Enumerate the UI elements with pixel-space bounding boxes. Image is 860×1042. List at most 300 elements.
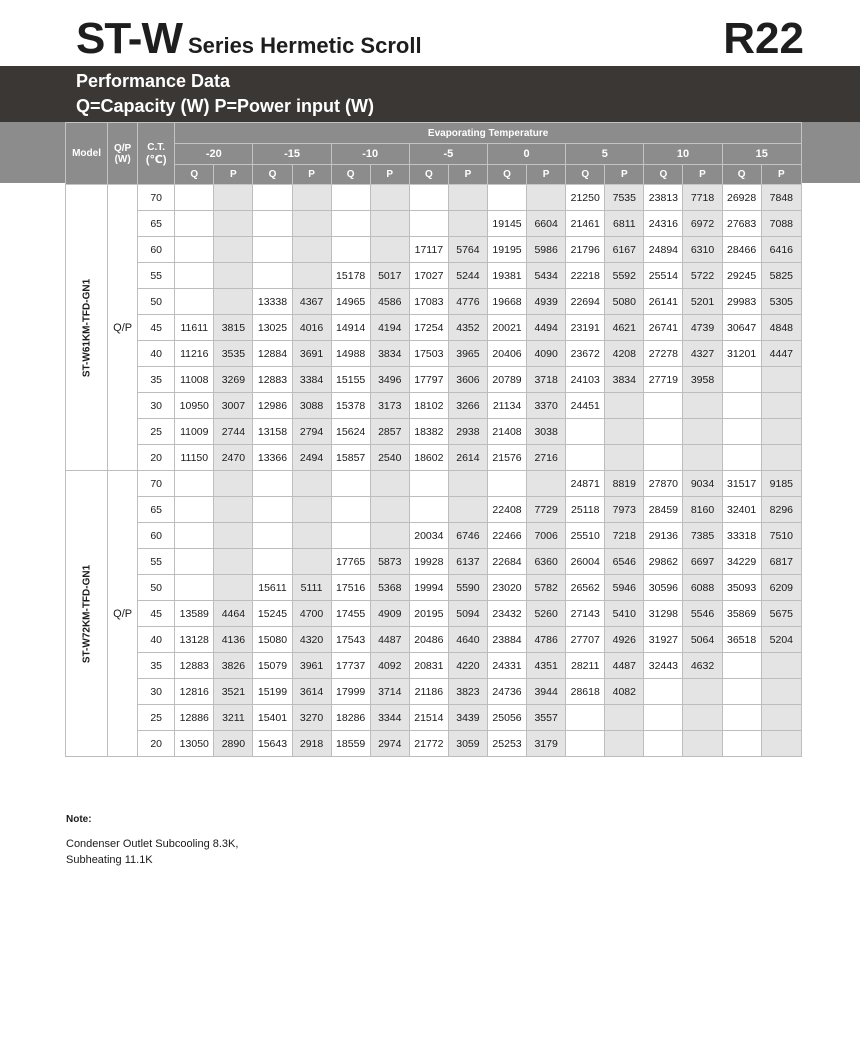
capacity-cell: 18559: [331, 731, 370, 757]
capacity-cell: 25118: [566, 497, 605, 523]
header-q: Q: [722, 165, 761, 185]
capacity-cell: 18602: [409, 445, 448, 471]
ct-cell: 40: [138, 341, 175, 367]
power-cell: [292, 497, 331, 523]
ct-cell: 40: [138, 627, 175, 653]
capacity-cell: 27707: [566, 627, 605, 653]
capacity-cell: 13338: [253, 289, 292, 315]
header-p: P: [683, 165, 722, 185]
power-cell: 3007: [214, 393, 253, 419]
power-cell: 5434: [527, 263, 566, 289]
power-cell: 3961: [292, 653, 331, 679]
table-row: [66, 367, 802, 393]
power-cell: 3266: [448, 393, 487, 419]
power-cell: 5873: [370, 549, 409, 575]
power-cell: [761, 393, 801, 419]
power-cell: 4586: [370, 289, 409, 315]
capacity-cell: 18286: [331, 705, 370, 731]
capacity-cell: [566, 731, 605, 757]
qp-cell: Q/P: [108, 471, 138, 757]
header-p: P: [527, 165, 566, 185]
power-cell: 5201: [683, 289, 722, 315]
model-name-cell: [66, 185, 108, 471]
header-p: P: [448, 165, 487, 185]
capacity-cell: [487, 471, 526, 497]
table-row: [66, 601, 802, 627]
header-ct-top: C.T.: [147, 141, 166, 153]
power-cell: 4447: [761, 341, 801, 367]
power-cell: [683, 705, 722, 731]
power-cell: [292, 523, 331, 549]
power-cell: 5592: [605, 263, 644, 289]
power-cell: 3958: [683, 367, 722, 393]
power-cell: [605, 393, 644, 419]
power-cell: 6604: [527, 211, 566, 237]
table-row: [66, 497, 802, 523]
power-cell: 5675: [761, 601, 801, 627]
capacity-cell: 12816: [175, 679, 214, 705]
capacity-cell: [253, 549, 292, 575]
table-row: [66, 315, 802, 341]
capacity-cell: 22694: [566, 289, 605, 315]
capacity-cell: 17503: [409, 341, 448, 367]
capacity-cell: 11008: [175, 367, 214, 393]
capacity-cell: 17455: [331, 601, 370, 627]
power-cell: 6546: [605, 549, 644, 575]
capacity-cell: 26141: [644, 289, 683, 315]
power-cell: 3384: [292, 367, 331, 393]
capacity-cell: 21514: [409, 705, 448, 731]
note-line-2: Subheating 11.1K: [66, 854, 153, 866]
capacity-cell: 17737: [331, 653, 370, 679]
power-cell: 7006: [527, 523, 566, 549]
power-cell: [292, 471, 331, 497]
capacity-cell: [253, 237, 292, 263]
capacity-cell: 23020: [487, 575, 526, 601]
capacity-cell: 15401: [253, 705, 292, 731]
power-cell: 2540: [370, 445, 409, 471]
power-cell: 3179: [527, 731, 566, 757]
power-cell: 9185: [761, 471, 801, 497]
capacity-cell: 28466: [722, 237, 761, 263]
capacity-cell: [253, 211, 292, 237]
capacity-cell: 24894: [644, 237, 683, 263]
ct-cell: 50: [138, 289, 175, 315]
ct-cell: 25: [138, 419, 175, 445]
capacity-cell: 12886: [175, 705, 214, 731]
capacity-cell: [175, 549, 214, 575]
capacity-cell: 11611: [175, 315, 214, 341]
capacity-cell: 17027: [409, 263, 448, 289]
capacity-cell: 34229: [722, 549, 761, 575]
power-cell: [761, 445, 801, 471]
power-cell: 9034: [683, 471, 722, 497]
capacity-cell: 15624: [331, 419, 370, 445]
capacity-cell: 22684: [487, 549, 526, 575]
ct-cell: 20: [138, 445, 175, 471]
capacity-cell: 24316: [644, 211, 683, 237]
power-cell: 4327: [683, 341, 722, 367]
capacity-cell: 11150: [175, 445, 214, 471]
power-cell: 4092: [370, 653, 409, 679]
power-cell: 4220: [448, 653, 487, 679]
power-cell: 4352: [448, 315, 487, 341]
power-cell: 3370: [527, 393, 566, 419]
capacity-cell: 15245: [253, 601, 292, 627]
table-row: [66, 211, 802, 237]
power-cell: [214, 185, 253, 211]
power-cell: 7848: [761, 185, 801, 211]
capacity-cell: 13128: [175, 627, 214, 653]
banner-title: Performance Data: [76, 71, 231, 91]
power-cell: 4621: [605, 315, 644, 341]
power-cell: [214, 549, 253, 575]
table-row: [66, 549, 802, 575]
power-cell: 2614: [448, 445, 487, 471]
power-cell: [761, 367, 801, 393]
capacity-cell: 21461: [566, 211, 605, 237]
capacity-cell: 27870: [644, 471, 683, 497]
ct-cell: 30: [138, 393, 175, 419]
capacity-cell: 13050: [175, 731, 214, 757]
power-cell: 7510: [761, 523, 801, 549]
model-name-cell: [66, 471, 108, 757]
power-cell: 4082: [605, 679, 644, 705]
capacity-cell: [253, 185, 292, 211]
capacity-cell: [644, 393, 683, 419]
power-cell: 2918: [292, 731, 331, 757]
model-name: ST-W61KM-TFD-GN1: [81, 278, 93, 377]
power-cell: 6416: [761, 237, 801, 263]
capacity-cell: [644, 445, 683, 471]
power-cell: 5764: [448, 237, 487, 263]
ct-cell: 45: [138, 315, 175, 341]
capacity-cell: 26741: [644, 315, 683, 341]
power-cell: 7385: [683, 523, 722, 549]
power-cell: 4786: [527, 627, 566, 653]
power-cell: 5111: [292, 575, 331, 601]
note-heading: Note:: [66, 814, 92, 825]
capacity-cell: 20195: [409, 601, 448, 627]
power-cell: 4632: [683, 653, 722, 679]
power-cell: 3944: [527, 679, 566, 705]
capacity-cell: [175, 575, 214, 601]
capacity-cell: 35093: [722, 575, 761, 601]
capacity-cell: 18382: [409, 419, 448, 445]
power-cell: [761, 419, 801, 445]
table-row: [66, 445, 802, 471]
power-cell: 4367: [292, 289, 331, 315]
power-cell: [605, 445, 644, 471]
header-evap-temp: 0: [487, 144, 565, 165]
capacity-cell: 21772: [409, 731, 448, 757]
table-row: [66, 471, 802, 497]
power-cell: 3535: [214, 341, 253, 367]
capacity-cell: [722, 679, 761, 705]
capacity-cell: 23432: [487, 601, 526, 627]
table-row: [66, 393, 802, 419]
power-cell: 3439: [448, 705, 487, 731]
power-cell: [683, 445, 722, 471]
power-cell: 4351: [527, 653, 566, 679]
capacity-cell: 27719: [644, 367, 683, 393]
header-ct-bottom: (℃): [145, 153, 167, 166]
power-cell: 3614: [292, 679, 331, 705]
capacity-cell: [566, 419, 605, 445]
capacity-cell: 32443: [644, 653, 683, 679]
power-cell: 5546: [683, 601, 722, 627]
series-subtitle: Series Hermetic Scroll: [187, 33, 422, 58]
header-p: P: [292, 165, 331, 185]
capacity-cell: [644, 679, 683, 705]
page-title: [76, 14, 422, 71]
header-evap-temp: 15: [722, 144, 801, 165]
power-cell: [683, 419, 722, 445]
power-cell: 4700: [292, 601, 331, 627]
power-cell: 5590: [448, 575, 487, 601]
capacity-cell: 17543: [331, 627, 370, 653]
capacity-cell: [175, 211, 214, 237]
capacity-cell: 18102: [409, 393, 448, 419]
capacity-cell: 17999: [331, 679, 370, 705]
capacity-cell: 25510: [566, 523, 605, 549]
ct-cell: 60: [138, 523, 175, 549]
capacity-cell: [722, 653, 761, 679]
power-cell: 4848: [761, 315, 801, 341]
capacity-cell: [722, 445, 761, 471]
power-cell: 3557: [527, 705, 566, 731]
power-cell: [214, 497, 253, 523]
header-q: Q: [487, 165, 526, 185]
capacity-cell: [722, 393, 761, 419]
capacity-cell: 28459: [644, 497, 683, 523]
ct-cell: 70: [138, 185, 175, 211]
power-cell: 7973: [605, 497, 644, 523]
capacity-cell: [409, 471, 448, 497]
capacity-cell: 11009: [175, 419, 214, 445]
power-cell: 5368: [370, 575, 409, 601]
power-cell: [448, 497, 487, 523]
power-cell: 4320: [292, 627, 331, 653]
power-cell: 3173: [370, 393, 409, 419]
ct-cell: 65: [138, 497, 175, 523]
power-cell: 4487: [370, 627, 409, 653]
power-cell: [370, 185, 409, 211]
capacity-cell: 11216: [175, 341, 214, 367]
power-cell: 3211: [214, 705, 253, 731]
capacity-cell: 24103: [566, 367, 605, 393]
ct-cell: 30: [138, 679, 175, 705]
capacity-cell: 19195: [487, 237, 526, 263]
header-evap-temp: -20: [175, 144, 253, 165]
capacity-cell: 15857: [331, 445, 370, 471]
capacity-cell: 31927: [644, 627, 683, 653]
capacity-cell: 20021: [487, 315, 526, 341]
power-cell: 5017: [370, 263, 409, 289]
power-cell: 4487: [605, 653, 644, 679]
table-row: [66, 185, 802, 211]
power-cell: 3606: [448, 367, 487, 393]
capacity-cell: 20831: [409, 653, 448, 679]
power-cell: [605, 419, 644, 445]
capacity-cell: [253, 263, 292, 289]
capacity-cell: [722, 367, 761, 393]
power-cell: [761, 653, 801, 679]
capacity-cell: [331, 237, 370, 263]
power-cell: 4494: [527, 315, 566, 341]
capacity-cell: 26928: [722, 185, 761, 211]
capacity-cell: 15643: [253, 731, 292, 757]
capacity-cell: 24331: [487, 653, 526, 679]
capacity-cell: [644, 705, 683, 731]
capacity-cell: 25514: [644, 263, 683, 289]
power-cell: 6746: [448, 523, 487, 549]
power-cell: [214, 523, 253, 549]
capacity-cell: 24451: [566, 393, 605, 419]
capacity-cell: [722, 419, 761, 445]
capacity-cell: [644, 419, 683, 445]
capacity-cell: [722, 705, 761, 731]
power-cell: 5782: [527, 575, 566, 601]
power-cell: 4776: [448, 289, 487, 315]
table-row: [66, 653, 802, 679]
power-cell: [292, 211, 331, 237]
capacity-cell: 21408: [487, 419, 526, 445]
capacity-cell: 19381: [487, 263, 526, 289]
capacity-cell: 13366: [253, 445, 292, 471]
table-row: [66, 341, 802, 367]
capacity-cell: [409, 497, 448, 523]
performance-table-body: [66, 185, 802, 757]
power-cell: [527, 185, 566, 211]
capacity-cell: 31517: [722, 471, 761, 497]
capacity-cell: [566, 705, 605, 731]
power-cell: 6811: [605, 211, 644, 237]
capacity-cell: [175, 185, 214, 211]
power-cell: 3344: [370, 705, 409, 731]
capacity-cell: [331, 497, 370, 523]
power-cell: [292, 237, 331, 263]
capacity-cell: 27278: [644, 341, 683, 367]
capacity-cell: 22408: [487, 497, 526, 523]
header-qp-top: Q/P: [114, 142, 132, 154]
ct-cell: 45: [138, 601, 175, 627]
power-cell: 6088: [683, 575, 722, 601]
capacity-cell: 31298: [644, 601, 683, 627]
table-row: [66, 237, 802, 263]
header-evap-temp: -15: [253, 144, 331, 165]
capacity-cell: 17083: [409, 289, 448, 315]
capacity-cell: 27683: [722, 211, 761, 237]
capacity-cell: [409, 185, 448, 211]
capacity-cell: [175, 471, 214, 497]
power-cell: [448, 471, 487, 497]
capacity-cell: [175, 263, 214, 289]
header-q: Q: [644, 165, 683, 185]
power-cell: 4640: [448, 627, 487, 653]
ct-cell: 50: [138, 575, 175, 601]
capacity-cell: [175, 523, 214, 549]
capacity-cell: 29245: [722, 263, 761, 289]
power-cell: 3834: [605, 367, 644, 393]
power-cell: 6167: [605, 237, 644, 263]
power-cell: 2794: [292, 419, 331, 445]
power-cell: 6137: [448, 549, 487, 575]
capacity-cell: 10950: [175, 393, 214, 419]
power-cell: 5080: [605, 289, 644, 315]
power-cell: [605, 731, 644, 757]
capacity-cell: 15079: [253, 653, 292, 679]
power-cell: 6360: [527, 549, 566, 575]
capacity-cell: 23672: [566, 341, 605, 367]
power-cell: [292, 185, 331, 211]
power-cell: [448, 211, 487, 237]
power-cell: 2857: [370, 419, 409, 445]
capacity-cell: 21134: [487, 393, 526, 419]
power-cell: 3826: [214, 653, 253, 679]
capacity-cell: 12883: [175, 653, 214, 679]
header-evap-temp: -10: [331, 144, 409, 165]
header-evap-temp: -5: [409, 144, 487, 165]
capacity-cell: [644, 731, 683, 757]
header-p: P: [605, 165, 644, 185]
capacity-cell: [175, 289, 214, 315]
capacity-cell: 36518: [722, 627, 761, 653]
ct-cell: 25: [138, 705, 175, 731]
power-cell: 3059: [448, 731, 487, 757]
model-name: ST-W72KM-TFD-GN1: [81, 564, 93, 663]
header-q: Q: [566, 165, 605, 185]
header-q: Q: [409, 165, 448, 185]
capacity-cell: 15199: [253, 679, 292, 705]
power-cell: 4208: [605, 341, 644, 367]
capacity-cell: [175, 237, 214, 263]
power-cell: 3965: [448, 341, 487, 367]
table-row: [66, 705, 802, 731]
header-q: Q: [253, 165, 292, 185]
capacity-cell: 21250: [566, 185, 605, 211]
power-cell: 8819: [605, 471, 644, 497]
power-cell: [761, 705, 801, 731]
capacity-cell: 15080: [253, 627, 292, 653]
capacity-cell: 17254: [409, 315, 448, 341]
ct-cell: 20: [138, 731, 175, 757]
power-cell: 2716: [527, 445, 566, 471]
capacity-cell: 15378: [331, 393, 370, 419]
capacity-cell: 14965: [331, 289, 370, 315]
capacity-cell: 31201: [722, 341, 761, 367]
power-cell: 3269: [214, 367, 253, 393]
capacity-cell: [253, 497, 292, 523]
power-cell: 5064: [683, 627, 722, 653]
capacity-cell: [253, 471, 292, 497]
capacity-cell: 24736: [487, 679, 526, 705]
power-cell: 5825: [761, 263, 801, 289]
capacity-cell: 29983: [722, 289, 761, 315]
header-qp-bottom: (W): [114, 153, 131, 165]
power-cell: [370, 211, 409, 237]
capacity-cell: 15178: [331, 263, 370, 289]
power-cell: 2744: [214, 419, 253, 445]
capacity-cell: 19668: [487, 289, 526, 315]
power-cell: 5986: [527, 237, 566, 263]
table-row: [66, 419, 802, 445]
power-cell: 6310: [683, 237, 722, 263]
capacity-cell: [487, 185, 526, 211]
power-cell: [370, 471, 409, 497]
capacity-cell: 26562: [566, 575, 605, 601]
capacity-cell: 13025: [253, 315, 292, 341]
